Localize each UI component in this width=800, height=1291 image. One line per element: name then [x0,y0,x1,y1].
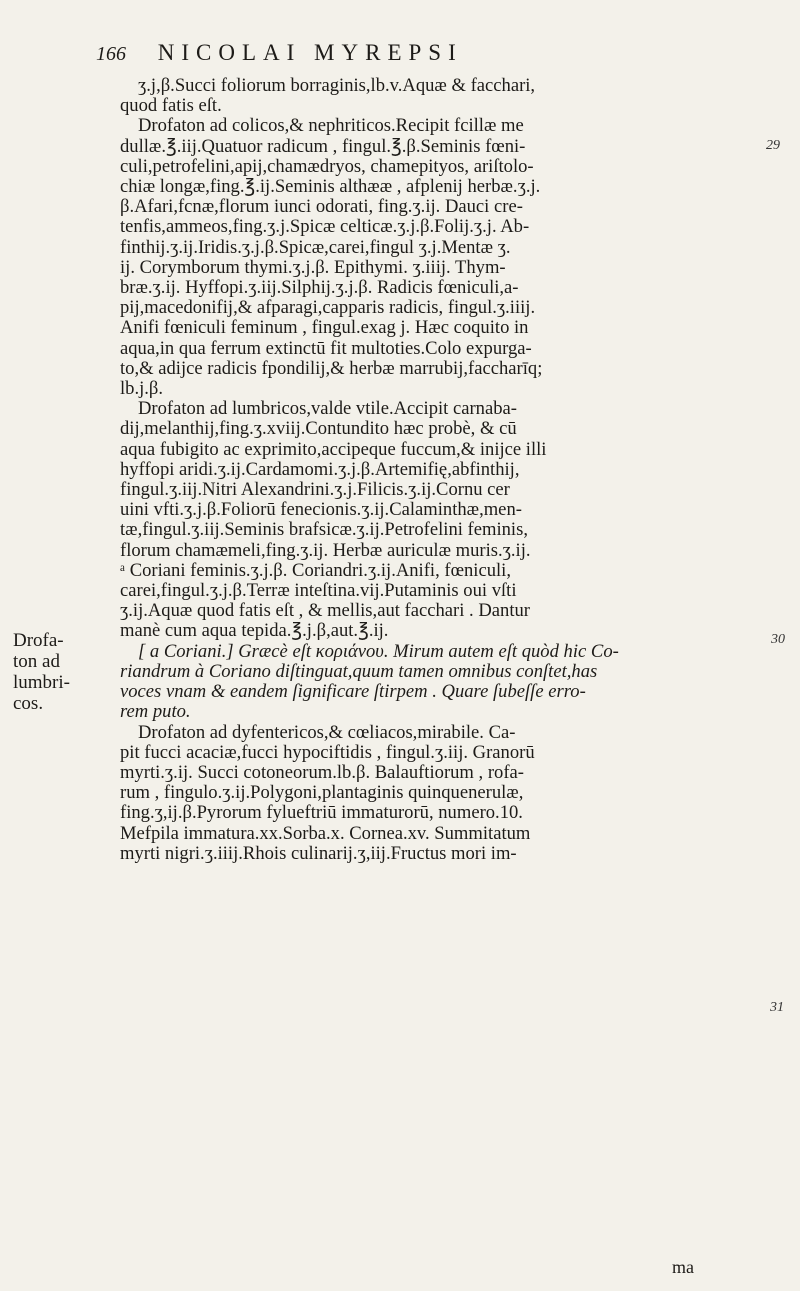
catchword: ma [672,1257,694,1277]
text-line: pij,macedonifij,& afparagi,capparis radicis, fingul.ʒ.iiij. [120,298,536,319]
margin-note-line: lumbri- [13,672,70,693]
margin-note-line: Drofa- [13,630,64,651]
text-line: ʒ.ij.Aquæ quod fatis eſt , & mellis,aut facchari . Dantur [120,601,530,622]
text-line: culi,petrofelini,apij,chamædryos, chamepityos, ariſtolo- [120,156,534,177]
text-line: fing.ʒ,ij.β.Pyrorum fylueftriū immaturorū, numero.10. [120,803,523,824]
text-line: rem puto. [120,702,191,723]
text-line: β.Afari,fcnæ,florum iunci odorati, fing.ʒ.ij. Dauci cre- [120,197,523,218]
text-line: manè cum aqua tepida.℥.j.β,aut.℥.ij. [120,621,389,642]
text-line: dij,melanthij,fing.ʒ.xviij.Contundito hæc probè, & cū [120,419,517,440]
text-line: bræ.ʒ.ij. Hyffopi.ʒ.iij.Silphij.ʒ.j.β. Radicis fœniculi,a- [120,278,519,299]
text-line: riandrum à Coriano diſtinguat,quum tamen omnibus conſtet,has [120,661,598,682]
text-line: myrti nigri.ʒ.iiij.Rhois culinarij.ʒ,iij.Fructus mori im- [120,843,517,864]
text-paragraph [120,76,730,116]
text-line: Anifi fœniculi feminum , fingul.exag j. Hæc coquito in [120,318,529,339]
text-line: lb.j.β. [120,379,164,400]
page-number: 166 [96,43,126,65]
text-line: hyffopi aridi.ʒ.ij.Cardamomi.ʒ.j.β.Artemifię,abfinthij, [120,459,520,480]
text-line: chiæ longæ,fing.℥.ij.Seminis althææ , afplenij herbæ.ʒ.j. [120,177,541,198]
text-line: myrti.ʒ.ij. Succi cotoneorum.lb.β. Balauftiorum , rofa- [120,762,524,783]
text-line: fingul.ʒ.iij.Nitri Alexandrini.ʒ.j.Filicis.ʒ.ij.Cornu cer [120,480,510,501]
line-number: 31 [770,1000,784,1015]
footnote-paragraph [120,642,730,723]
margin-note-line: cos. [13,693,44,714]
text-line: rum , fingulo.ʒ.ij.Polygoni,plantaginis quinquenerulæ, [120,783,524,804]
text-paragraph [120,116,730,399]
body-text [120,76,730,864]
text-line: aqua fubigito ac exprimito,accipeque fuccum,& inijce illi [120,439,547,460]
text-line: voces vnam & eandem ſignificare ſtirpem . Quare ſubeſſe erro- [120,682,586,703]
line-number: 30 [771,632,785,647]
margin-note-line: ton ad [13,651,60,672]
text-line: Drofaton ad dyfentericos,& cœliacos,mirabile. Ca- [138,722,516,743]
text-paragraph [120,399,730,641]
text-line: ᵃ Coriani feminis.ʒ.j.β. Coriandri.ʒ.ij.Anifi, fœniculi, [120,560,511,581]
margin-note [13,630,108,714]
text-line: uini vfti.ʒ.j.β.Foliorū fenecionis.ʒ.ij.Calaminthæ,men- [120,500,522,521]
text-line: Drofaton ad lumbricos,valde vtile.Accipit carnaba- [138,399,517,420]
text-line: tæ,fingul.ʒ.iij.Seminis brafsicæ.ʒ.ij.Petrofelini feminis, [120,520,528,541]
text-line: ʒ.j,β.Succi foliorum borraginis,lb.v.Aquæ & facchari, [138,76,536,96]
text-line: carei,fingul.ʒ.j.β.Terræ inteſtina.vij.Putaminis oui vſti [120,581,517,602]
text-line: dullæ.℥.iij.Quatuor radicum , fingul.℥.β.Seminis fœni- [120,136,526,157]
text-line: florum chamæmeli,fing.ʒ.ij. Herbæ auriculæ muris.ʒ.ij. [120,540,531,561]
text-line: tenfis,ammeos,fing.ʒ.j.Spicæ celticæ.ʒ.j.β.Folij.ʒ.j. Ab- [120,217,530,238]
text-line: ij. Corymborum thymi.ʒ.j.β. Epithymi. ʒ.iiij. Thym- [120,257,506,278]
running-title: NICOLAI MYREPSI [157,40,463,65]
text-line: Mefpila immatura.xx.Sorba.x. Cornea.xv. Summitatum [120,823,531,844]
text-paragraph [120,723,730,864]
text-line: Drofaton ad colicos,& nephriticos.Recipit fcillæ me [138,116,524,137]
text-line: pit fucci acaciæ,fucci hypociftidis , fingul.ʒ.iij. Granorū [120,742,535,763]
text-line: [ a Coriani.] Græcè eſt κοριάνου. Mirum autem eſt quòd hic Co- [138,641,619,662]
line-number: 29 [766,138,780,153]
text-line: to,& adijce radicis fpondilij,& herbæ marrubij,faccharīq; [120,358,543,379]
page-header [96,40,716,66]
text-line: finthij.ʒ.ij.Iridis.ʒ.j.β.Spicæ,carei,fingul ʒ.j.Mentæ ʒ. [120,237,511,258]
text-line: quod fatis eſt. [120,96,222,117]
text-line: aqua,in qua ferrum extinctū fit multoties.Colo expurga- [120,338,532,359]
